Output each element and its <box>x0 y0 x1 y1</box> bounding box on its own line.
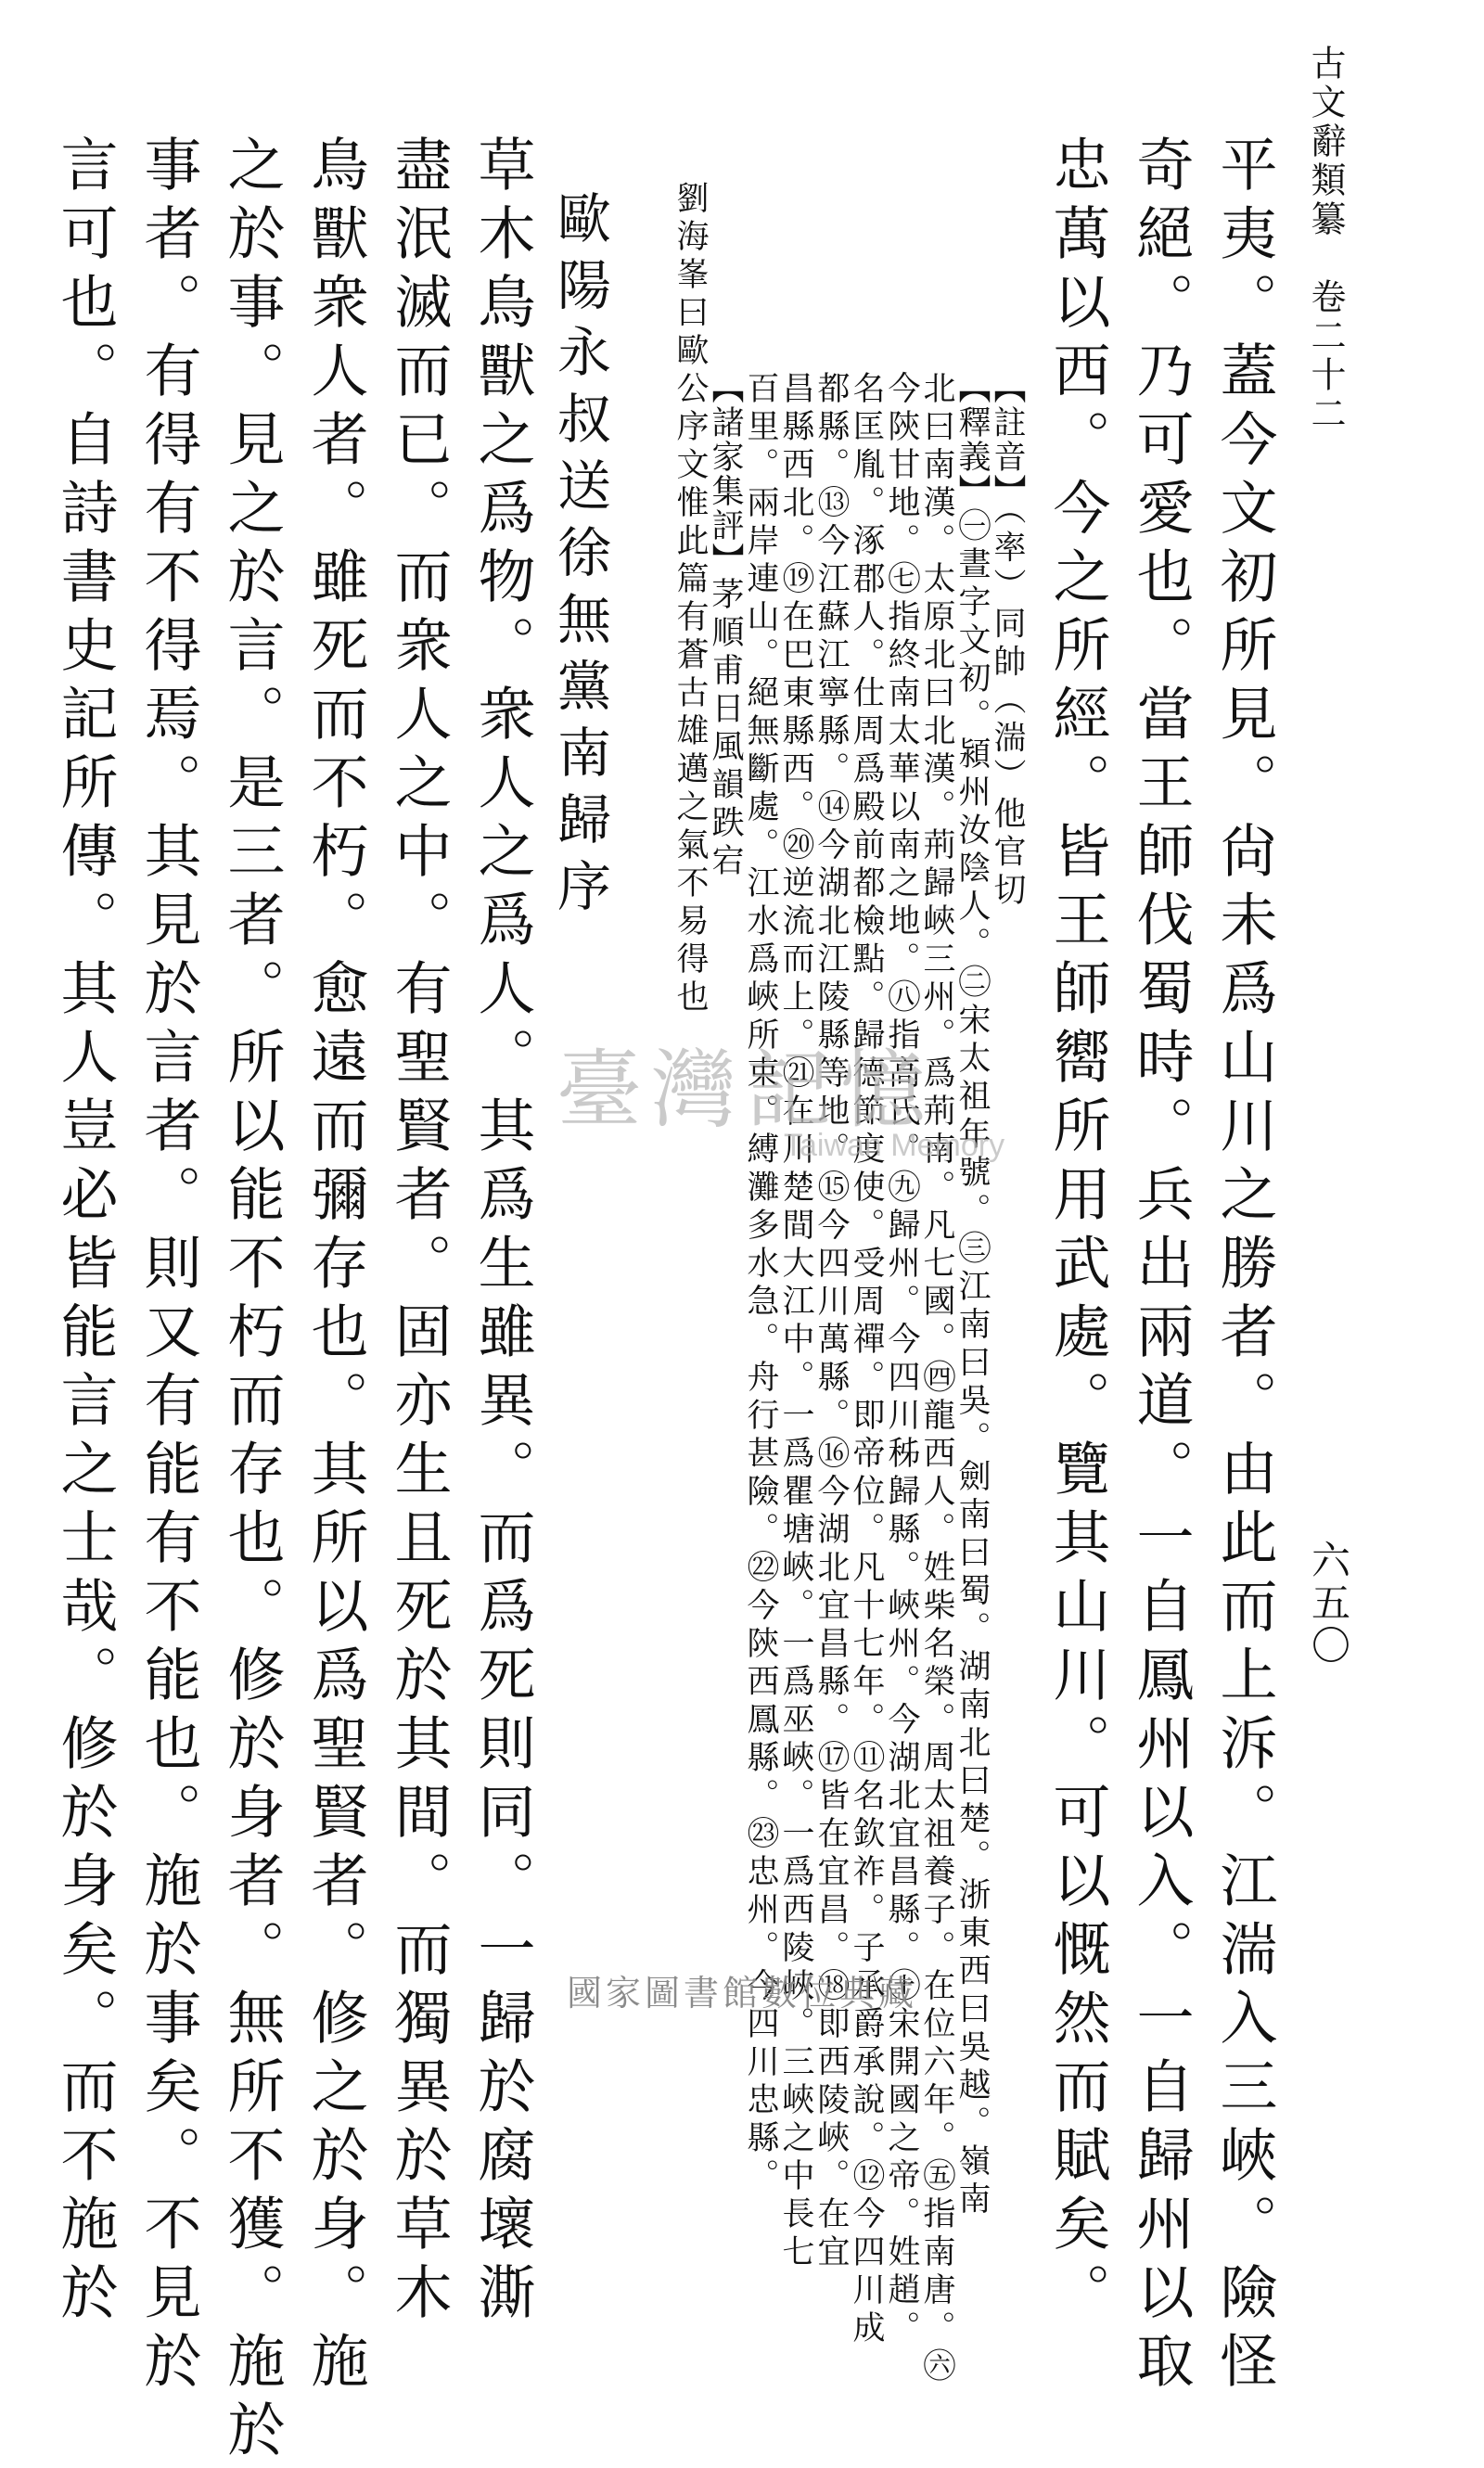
watermark-english: Taiwan Memory <box>784 1128 1005 1163</box>
watermark <box>556 1041 1150 1169</box>
section-title: 歐陽永叔送徐無黨南歸序 <box>548 190 611 925</box>
text-column: 奇絕。乃可愛也。當王師伐蜀時。兵出兩道。一自鳳州以入。一自歸州以取 <box>1127 134 1195 2399</box>
footer-caption: 國家圖書館數位典藏 <box>566 1973 917 2014</box>
zhuyin-label: 【註音】 <box>989 371 1026 508</box>
jiping-text: 茅順甫日風韻跌宕 <box>707 577 744 881</box>
note-column: 北曰南漢。太原北曰北漢。荊歸峽三州。爲荊南。凡七國。㊃龍西人。姓柴名榮。周太祖養子。在位六年。㊄指南唐。㊅ <box>918 371 955 2386</box>
text-column: 之於事。見之於言。是三者。所以能不朽而存也。修於身者。無所不獲。施於 <box>218 134 286 2468</box>
shiyi-label: 【釋義】 <box>953 371 991 508</box>
shiyi-text: ㊀晝字文初。潁州汝陰人。㊁宋太祖年號。㊂江南曰吳。劍南曰蜀。湖南北曰楚。浙東西曰吳越。嶺南 <box>953 508 991 2219</box>
note-column: 百里。兩岸連山。絕無斷處。江水爲峽所束。縛灘多水急。舟行甚險。㉒今陝西鳳縣。㉓忠州。今四川忠縣。 <box>742 371 779 2196</box>
watermark-chinese: 臺灣記憶 <box>556 1041 936 1140</box>
zhuyin-text: （率）同帥（湍）他官切 <box>989 508 1026 911</box>
note-column: 劉海峯曰歐公序文惟此篇有蒼古雄邁之氣不易得也 <box>672 181 709 1017</box>
page-number: 六五〇 <box>1306 1540 1351 1668</box>
text-column: 草木鳥獸之爲物。衆人之爲人。其爲生雖異。而爲死則同。一歸於腐壞澌 <box>468 134 536 2331</box>
note-column: 都縣。⑬今江蘇江寧縣。⑭今湖北江陵縣等地。⑮今四川萬縣。⑯今湖北宜昌縣。⑰皆在宜昌。⑱即西陵峽。在宜 <box>812 371 850 2272</box>
running-header: 古文辭類纂 卷二十二 <box>1305 45 1346 434</box>
text-column: 鳥獸衆人者。雖死而不朽。愈遠而彌存也。其所以爲聖賢者。修之於身。施 <box>301 134 369 2399</box>
text-column: 事者。有得有不得焉。其見於言者。則又有能有不能也。施於事矣。不見於 <box>134 134 202 2399</box>
note-column: 今陝甘地。㊆指終南太華以南之地。㊇指高氏。㊈歸州。今四川秭歸縣。峽州。今湖北宜昌縣。㊉宋開國之帝。姓趙。 <box>883 371 920 2348</box>
text-column: 忠萬以西。今之所經。皆王師嚮所用武處。覽其山川。可以慨然而賦矣。 <box>1043 134 1111 2331</box>
jiping-label: 【諸家集評】 <box>707 371 744 577</box>
text-column: 平夷。蓋今文初所見。尙未爲山川之勝者。由此而上泝。江湍入三峽。險怪 <box>1210 134 1278 2399</box>
text-column: 盡泯滅而已。而衆人之中。有聖賢者。固亦生且死於其間。而獨異於草木 <box>385 134 453 2331</box>
note-column: 昌縣西北。⑲在巴東縣西。⑳逆流而上。㉑在川楚間大江中。一爲瞿塘峽。一爲巫峽。一爲西陵峽。三峽之中長七 <box>777 371 814 2272</box>
note-column: 名匡胤。涿郡人。仕周爲殿前都檢點。歸德節度使。受周禪。即帝位。凡十七年。⑪名欽祚。子承爵承說。⑫今四川成 <box>848 371 885 2348</box>
text-column: 言可也。自詩書史記所傳。其人豈必皆能言之士哉。修於身矣。而不施於 <box>51 134 119 2331</box>
